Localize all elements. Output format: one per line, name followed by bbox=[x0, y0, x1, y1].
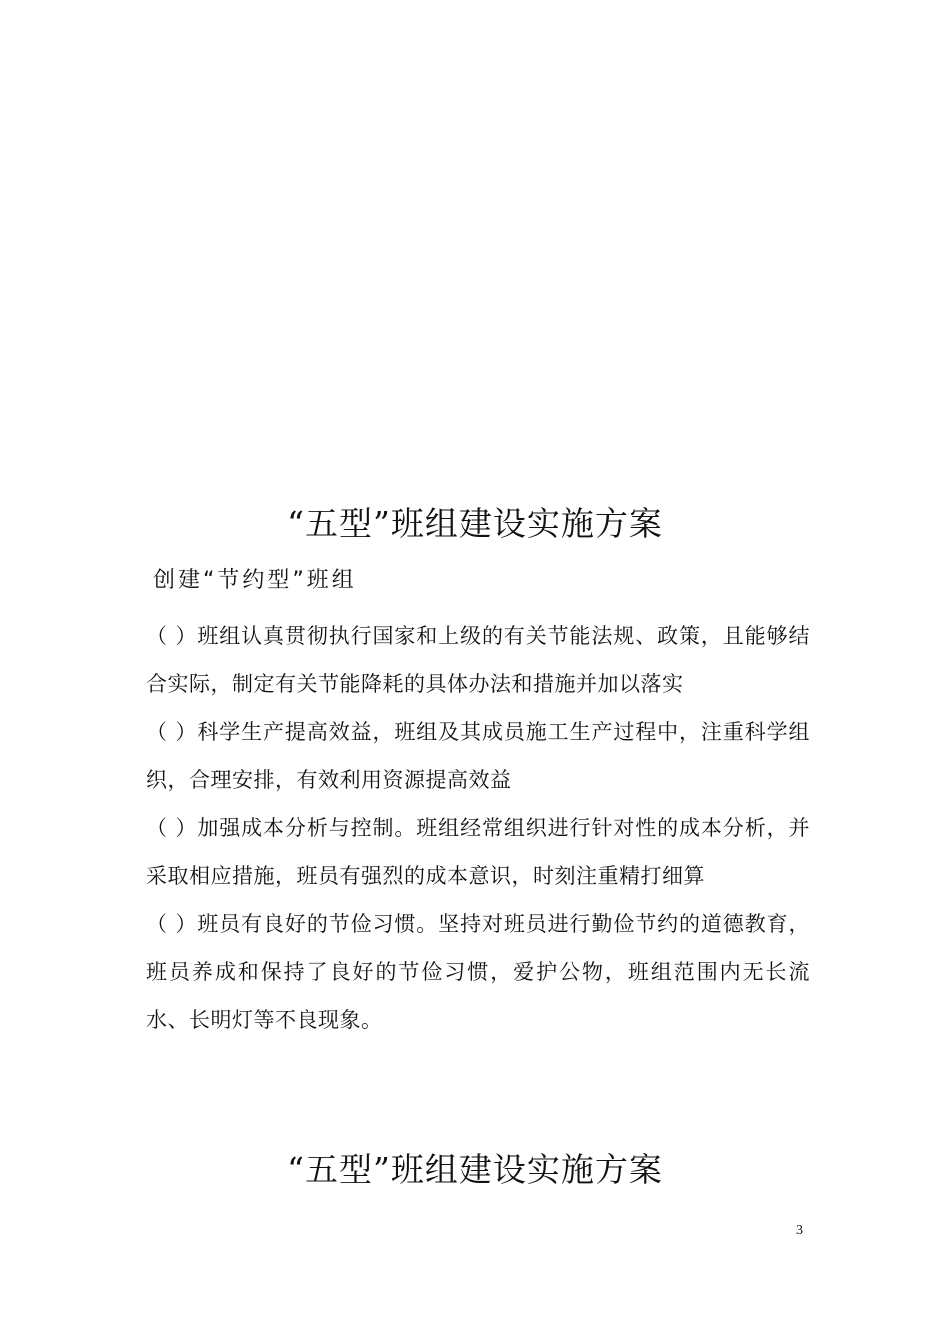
body-text bbox=[146, 612, 810, 1044]
paragraph: （ ）加强成本分析与控制。班组经常组织进行针对性的成本分析，并采取相应措施，班员有强烈的成本意识，时刻注重精打细算 bbox=[146, 816, 810, 888]
paragraph: （ ）科学生产提高效益，班组及其成员施工生产过程中，注重科学组织，合理安排，有效利用资源提高效益 bbox=[146, 720, 810, 792]
paragraph: （ ）班组认真贯彻执行国家和上级的有关节能法规、政策，且能够结合实际，制定有关节能降耗的具体办法和措施并加以落实 bbox=[146, 624, 810, 696]
document-title-repeat: “五型”班组建设实施方案 bbox=[287, 1150, 663, 1189]
page-number: 3 bbox=[796, 1223, 803, 1238]
paragraph: （ ）班员有良好的节俭习惯。坚持对班员进行勤俭节约的道德教育，班员养成和保持了良好的节俭习惯，爱护公物，班组范围内无长流水、长明灯等不良现象。 bbox=[146, 912, 810, 1032]
section-heading: 创建“节约型”班组 bbox=[153, 568, 357, 593]
document-title: “五型”班组建设实施方案 bbox=[287, 504, 663, 543]
